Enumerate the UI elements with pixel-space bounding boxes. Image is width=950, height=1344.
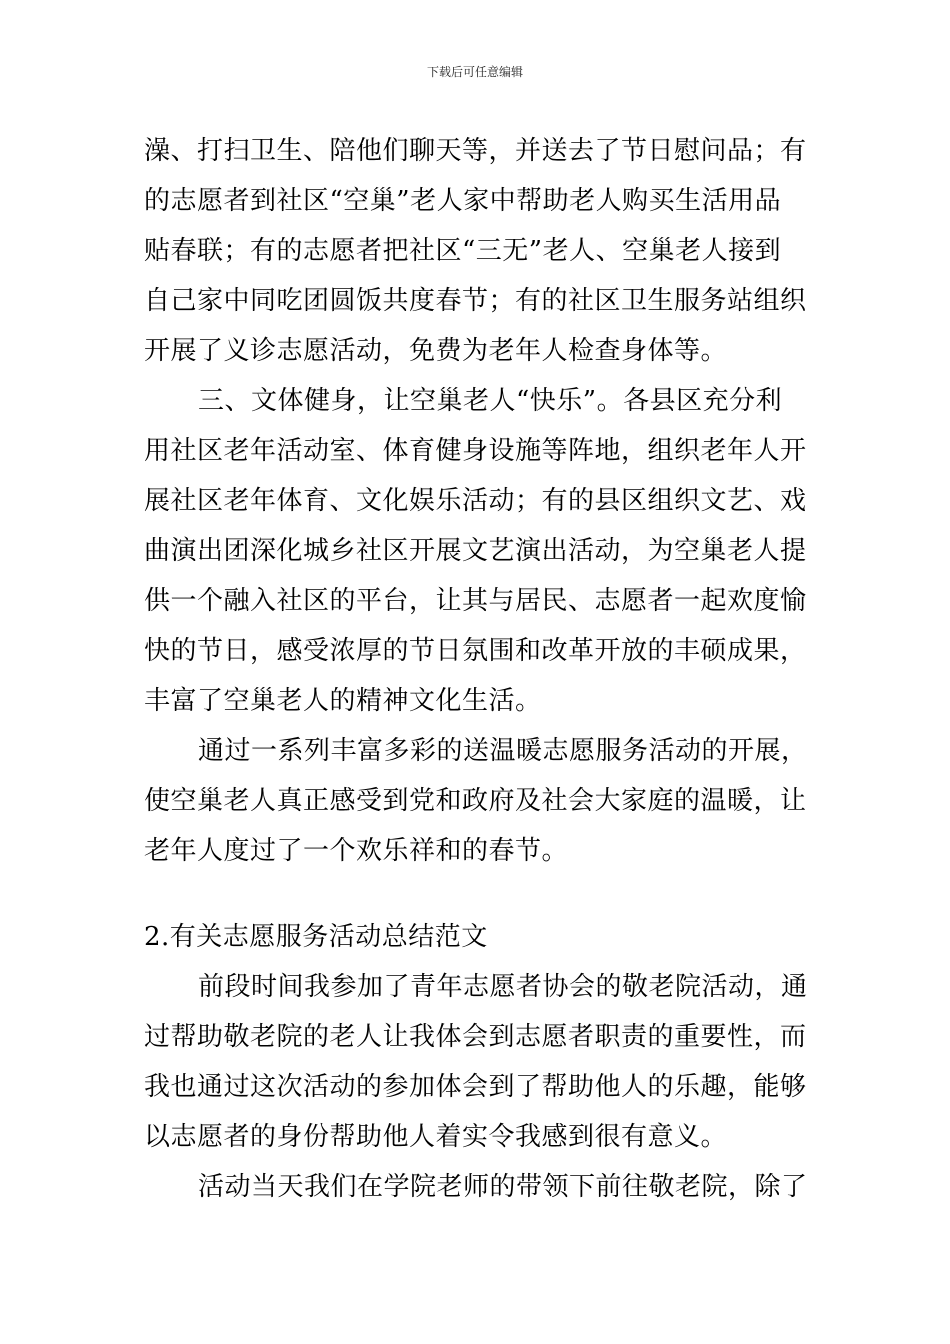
text-line: 前段时间我参加了青年志愿者协会的敬老院活动，通: [198, 972, 808, 1002]
text-line: 通过一系列丰富多彩的送温暖志愿服务活动的开展，: [198, 736, 808, 766]
paragraph-conclusion: [144, 726, 824, 876]
section-title: 2.有关志愿服务活动总结范文: [144, 922, 488, 952]
paragraph-section-three: [144, 376, 824, 726]
section-gap: [144, 876, 824, 912]
text-line: 三、文体健身，让空巢老人“快乐”。各县区充分利: [198, 386, 783, 416]
text-line: 丰富了空巢老人的精神文化生活。: [144, 686, 542, 716]
text-line: 活动当天我们在学院老师的带领下前往敬老院，除了: [198, 1172, 808, 1202]
text-line: 自己家中同吃团圆饭共度春节；有的社区卫生服务站组织: [144, 286, 807, 316]
text-line: 的志愿者到社区“空巢”老人家中帮助老人购买生活用品: [144, 186, 782, 216]
text-line: 开展了义诊志愿活动，免费为老年人检查身体等。: [144, 336, 728, 366]
text-line: 快的节日，感受浓厚的节日氛围和改革开放的丰硕成果，: [144, 636, 807, 666]
page-header: 下载后可任意编辑: [426, 65, 523, 79]
text-line: 老年人度过了一个欢乐祥和的春节。: [144, 836, 569, 866]
text-line: 澡、打扫卫生、陪他们聊天等，并送去了节日慰问品；有: [144, 136, 807, 166]
text-line: 贴春联；有的志愿者把社区“三无”老人、空巢老人接到: [144, 236, 782, 266]
paragraph-intro: [144, 962, 824, 1162]
text-line: 以志愿者的身份帮助他人着实令我感到很有意义。: [144, 1122, 728, 1152]
text-line: 展社区老年体育、文化娱乐活动；有的县区组织文艺、戏: [144, 486, 807, 516]
document-body: [144, 126, 824, 1212]
text-line: 使空巢老人真正感受到党和政府及社会大家庭的温暖，让: [144, 786, 807, 816]
text-line: 曲演出团深化城乡社区开展文艺演出活动，为空巢老人提: [144, 536, 807, 566]
paragraph-continued: [144, 126, 824, 376]
text-line: 用社区老年活动室、体育健身设施等阵地，组织老年人开: [144, 436, 807, 466]
text-line: 过帮助敬老院的老人让我体会到志愿者职责的重要性，而: [144, 1022, 807, 1052]
text-line: 供一个融入社区的平台，让其与居民、志愿者一起欢度愉: [144, 586, 807, 616]
paragraph-activity-day: [144, 1162, 824, 1212]
text-line: 我也通过这次活动的参加体会到了帮助他人的乐趣，能够: [144, 1072, 807, 1102]
